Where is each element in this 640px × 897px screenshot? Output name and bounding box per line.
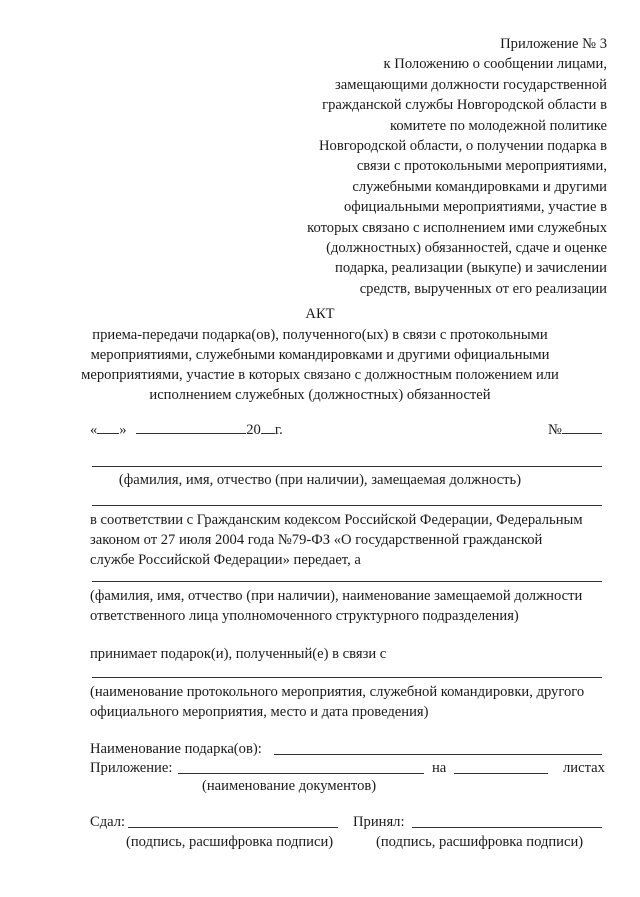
attachment-sheets: листах [563,760,605,776]
appendix-line: связи с протокольными мероприятиями, [356,158,607,175]
transferor-line [92,466,602,467]
handed-signature-line [128,827,338,828]
transferor-line-2 [92,505,602,506]
appendix-line: (должностных) обязанностей, сдаче и оценке [326,240,607,257]
attachment-sheets-line [454,773,548,774]
appendix-line: которых связано с исполнением ими служебных [307,219,607,236]
appendix-line: Новгородской области, о получении подарка в [318,138,607,155]
act-title: АКТ [305,306,335,322]
gift-name-label: Наименование подарка(ов): [90,741,262,757]
day-blank [97,420,119,434]
appendix-line: служебными командировками и другими [352,178,607,195]
transferor-hint: (фамилия, имя, отчество (при наличии), замещаемая должность) [118,472,522,488]
received-hint: (подпись, расшифровка подписи) [376,834,584,850]
act-subtitle-line: приема-передачи подарка(ов), полученного(ых) в связи с протокольными [92,327,548,343]
number-sign: № [548,422,562,438]
appendix-line: гражданской службы Новгородской области в [322,97,607,114]
handed-hint: (подпись, расшифровка подписи) [126,834,334,850]
date-open-quote: « [90,422,98,438]
year-suffix: г. [274,422,283,438]
act-subtitle-line: мероприятиями, служебными командировками и другими официальными [90,347,550,363]
received-signature-line [412,827,602,828]
handed-label: Сдал: [90,814,126,830]
year-prefix: 20 [246,422,261,438]
year-blank [261,420,275,434]
month-blank [136,420,246,434]
received-label: Принял: [353,814,405,830]
appendix-line: официальными мероприятиями, участие в [343,199,607,216]
event-line [92,677,602,678]
appendix-line: замещающими должности государственной [334,76,607,93]
law-text-line: в соответствии с Гражданским кодексом Российской Федерации, Федеральным [90,512,583,528]
appendix-line: подарка, реализации (выкупе) и зачислении [335,260,607,277]
act-subtitle-line: исполнением служебных (должностных) обязанностей [149,387,491,403]
attachment-label: Приложение: [90,760,173,776]
appendix-line: средств, вырученных от его реализации [359,280,607,297]
date-close-quote: » [119,422,127,438]
receiver-hint-line: ответственного лица уполномоченного структурного подразделения) [90,608,519,624]
law-text-line: службе Российской Федерации» передает, а [90,552,361,568]
receiver-line [92,581,602,582]
documents-hint: (наименование документов) [202,778,377,794]
number-blank [562,420,602,434]
appendix-line: к Положению о сообщении лицами, [383,56,607,73]
act-subtitle-line: мероприятиями, участие в которых связано с должностным положением или [81,367,559,383]
gift-name-line [274,754,602,755]
event-hint-line: официального мероприятия, место и дата проведения) [90,704,429,720]
appendix-line: комитете по молодежной политике [390,117,607,134]
law-text-line: законом от 27 июля 2004 года №79-ФЗ «О государственной гражданской [90,532,543,548]
receiver-hint-line: (фамилия, имя, отчество (при наличии), наименование замещаемой должности [90,588,583,604]
number-field [548,420,602,439]
attachment-on: на [432,760,447,776]
date-field [90,420,283,439]
accepts-text: принимает подарок(и), полученный(е) в связи с [90,646,387,662]
appendix-line: Приложение № 3 [500,36,607,52]
event-hint-line: (наименование протокольного мероприятия, служебной командировки, другого [90,684,585,700]
appendix-header [277,34,607,299]
attachment-docs-line [178,773,424,774]
